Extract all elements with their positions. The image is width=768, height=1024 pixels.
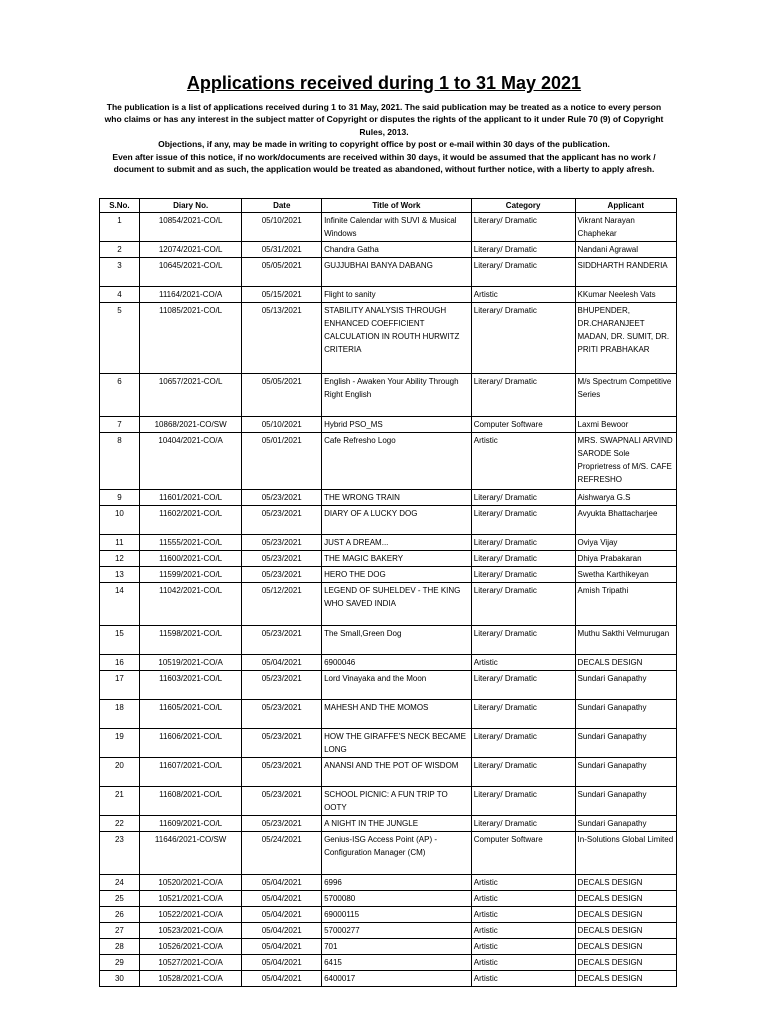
cell-applicant: Dhiya Prabakaran — [575, 551, 676, 567]
cell-sno: 5 — [100, 303, 140, 374]
cell-applicant: Swetha Karthikeyan — [575, 567, 676, 583]
cell-applicant: In-Solutions Global Limited — [575, 832, 676, 875]
cell-applicant: Sundari Ganapathy — [575, 729, 676, 758]
cell-date: 05/23/2021 — [242, 506, 322, 535]
table-row — [100, 832, 677, 875]
cell-applicant: Sundari Ganapathy — [575, 671, 676, 700]
cell-diary-no: 10521/2021-CO/A — [139, 891, 242, 907]
table-row — [100, 816, 677, 832]
cell-applicant: Amish Tripathi — [575, 583, 676, 626]
cell-diary-no: 11608/2021-CO/L — [139, 787, 242, 816]
notice-paragraph-1: The publication is a list of applications received during 1 to 31 May, 2021. The said publication may be treated as a notice to every person who claims or has any interest in the subject matter of Copyright or disputes the rights of the applicant to it under Rule 70 (9) of Copyright Rules, 2013. — [104, 102, 664, 137]
cell-diary-no: 10528/2021-CO/A — [139, 971, 242, 987]
cell-sno: 2 — [100, 242, 140, 258]
cell-diary-no: 11599/2021-CO/L — [139, 567, 242, 583]
cell-title-of-work: A NIGHT IN THE JUNGLE — [322, 816, 472, 832]
cell-applicant: DECALS DESIGN — [575, 891, 676, 907]
cell-category: Literary/ Dramatic — [471, 729, 575, 758]
cell-title-of-work: Lord Vinayaka and the Moon — [322, 671, 472, 700]
cell-date: 05/12/2021 — [242, 583, 322, 626]
cell-sno: 22 — [100, 816, 140, 832]
cell-title-of-work: HOW THE GIRAFFE'S NECK BECAME LONG — [322, 729, 472, 758]
cell-diary-no: 10645/2021-CO/L — [139, 258, 242, 287]
table-row — [100, 303, 677, 374]
cell-sno: 25 — [100, 891, 140, 907]
cell-date: 05/23/2021 — [242, 626, 322, 655]
cell-diary-no: 10523/2021-CO/A — [139, 923, 242, 939]
cell-diary-no: 11606/2021-CO/L — [139, 729, 242, 758]
cell-diary-no: 10527/2021-CO/A — [139, 955, 242, 971]
cell-category: Literary/ Dramatic — [471, 583, 575, 626]
cell-category: Literary/ Dramatic — [471, 816, 575, 832]
cell-category: Artistic — [471, 971, 575, 987]
table-row — [100, 907, 677, 923]
cell-title-of-work: THE MAGIC BAKERY — [322, 551, 472, 567]
cell-diary-no: 10520/2021-CO/A — [139, 875, 242, 891]
cell-sno: 23 — [100, 832, 140, 875]
cell-sno: 8 — [100, 433, 140, 490]
cell-title-of-work: 6415 — [322, 955, 472, 971]
notice-paragraph-3: Even after issue of this notice, if no work/documents are received within 30 days, it would be assumed that the applicant has no work / document to submit and as such, the application would be treated as abandoned, without further notice, with a liberty to apply afresh. — [112, 151, 656, 175]
cell-sno: 21 — [100, 787, 140, 816]
cell-date: 05/23/2021 — [242, 729, 322, 758]
cell-date: 05/23/2021 — [242, 551, 322, 567]
cell-category: Computer Software — [471, 832, 575, 875]
cell-date: 05/04/2021 — [242, 971, 322, 987]
cell-diary-no: 11085/2021-CO/L — [139, 303, 242, 374]
cell-title-of-work: GUJJUBHAI BANYA DABANG — [322, 258, 472, 287]
table-row — [100, 417, 677, 433]
cell-applicant: Oviya Vijay — [575, 535, 676, 551]
cell-category: Artistic — [471, 955, 575, 971]
cell-category: Artistic — [471, 287, 575, 303]
cell-applicant: Sundari Ganapathy — [575, 758, 676, 787]
cell-diary-no: 11601/2021-CO/L — [139, 490, 242, 506]
table-row — [100, 923, 677, 939]
cell-title-of-work: SCHOOL PICNIC: A FUN TRIP TO OOTY — [322, 787, 472, 816]
cell-date: 05/31/2021 — [242, 242, 322, 258]
cell-diary-no: 11605/2021-CO/L — [139, 700, 242, 729]
cell-applicant: DECALS DESIGN — [575, 655, 676, 671]
table-row — [100, 551, 677, 567]
cell-title-of-work: Chandra Gatha — [322, 242, 472, 258]
cell-date: 05/13/2021 — [242, 303, 322, 374]
cell-date: 05/01/2021 — [242, 433, 322, 490]
cell-category: Artistic — [471, 433, 575, 490]
cell-category: Literary/ Dramatic — [471, 213, 575, 242]
header-diary-no: Diary No. — [139, 199, 242, 213]
cell-diary-no: 10854/2021-CO/L — [139, 213, 242, 242]
cell-title-of-work: Flight to sanity — [322, 287, 472, 303]
table-row — [100, 213, 677, 242]
cell-diary-no: 10868/2021-CO/SW — [139, 417, 242, 433]
cell-category: Literary/ Dramatic — [471, 700, 575, 729]
cell-sno: 4 — [100, 287, 140, 303]
page-title: Applications received during 1 to 31 May 2021 — [186, 73, 582, 93]
table-row — [100, 787, 677, 816]
header-title-of-work: Title of Work — [322, 199, 472, 213]
cell-applicant: Laxmi Bewoor — [575, 417, 676, 433]
cell-sno: 13 — [100, 567, 140, 583]
cell-applicant: BHUPENDER, DR.CHARANJEET MADAN, DR. SUMIT, DR. PRITI PRABHAKAR — [575, 303, 676, 374]
cell-date: 05/23/2021 — [242, 490, 322, 506]
cell-title-of-work: 5700080 — [322, 891, 472, 907]
cell-diary-no: 11607/2021-CO/L — [139, 758, 242, 787]
cell-title-of-work: 69000115 — [322, 907, 472, 923]
table-row — [100, 258, 677, 287]
cell-title-of-work: 57000277 — [322, 923, 472, 939]
cell-sno: 27 — [100, 923, 140, 939]
cell-applicant: Vikrant Narayan Chaphekar — [575, 213, 676, 242]
cell-category: Literary/ Dramatic — [471, 303, 575, 374]
cell-title-of-work: JUST A DREAM... — [322, 535, 472, 551]
cell-date: 05/10/2021 — [242, 213, 322, 242]
cell-category: Literary/ Dramatic — [471, 506, 575, 535]
cell-category: Artistic — [471, 907, 575, 923]
header-category: Category — [471, 199, 575, 213]
cell-diary-no: 11164/2021-CO/A — [139, 287, 242, 303]
cell-title-of-work: 701 — [322, 939, 472, 955]
cell-diary-no: 11555/2021-CO/L — [139, 535, 242, 551]
cell-category: Artistic — [471, 655, 575, 671]
cell-date: 05/04/2021 — [242, 655, 322, 671]
table-row — [100, 655, 677, 671]
cell-diary-no: 11600/2021-CO/L — [139, 551, 242, 567]
cell-date: 05/23/2021 — [242, 758, 322, 787]
cell-sno: 26 — [100, 907, 140, 923]
cell-category: Artistic — [471, 923, 575, 939]
cell-category: Literary/ Dramatic — [471, 242, 575, 258]
cell-title-of-work: HERO THE DOG — [322, 567, 472, 583]
cell-sno: 11 — [100, 535, 140, 551]
cell-sno: 12 — [100, 551, 140, 567]
cell-category: Computer Software — [471, 417, 575, 433]
cell-sno: 14 — [100, 583, 140, 626]
cell-date: 05/23/2021 — [242, 671, 322, 700]
cell-sno: 24 — [100, 875, 140, 891]
table-row — [100, 891, 677, 907]
cell-diary-no: 11603/2021-CO/L — [139, 671, 242, 700]
cell-title-of-work: 6400017 — [322, 971, 472, 987]
cell-date: 05/10/2021 — [242, 417, 322, 433]
cell-title-of-work: LEGEND OF SUHELDEV - THE KING WHO SAVED INDIA — [322, 583, 472, 626]
cell-applicant: MRS. SWAPNALI ARVIND SARODE Sole Proprietress of M/S. CAFE REFRESHO — [575, 433, 676, 490]
cell-diary-no: 12074/2021-CO/L — [139, 242, 242, 258]
publication-notice — [100, 101, 668, 175]
cell-diary-no: 11646/2021-CO/SW — [139, 832, 242, 875]
table-row — [100, 506, 677, 535]
cell-date: 05/04/2021 — [242, 939, 322, 955]
cell-applicant: DECALS DESIGN — [575, 907, 676, 923]
cell-sno: 9 — [100, 490, 140, 506]
cell-applicant: SIDDHARTH RANDERIA — [575, 258, 676, 287]
cell-category: Artistic — [471, 891, 575, 907]
cell-title-of-work: English - Awaken Your Ability Through Right English — [322, 374, 472, 417]
table-body — [100, 213, 677, 987]
cell-sno: 6 — [100, 374, 140, 417]
cell-applicant: Sundari Ganapathy — [575, 700, 676, 729]
cell-applicant: Sundari Ganapathy — [575, 787, 676, 816]
table-row — [100, 490, 677, 506]
cell-diary-no: 11609/2021-CO/L — [139, 816, 242, 832]
cell-applicant: DECALS DESIGN — [575, 971, 676, 987]
cell-date: 05/04/2021 — [242, 955, 322, 971]
cell-date: 05/23/2021 — [242, 787, 322, 816]
cell-title-of-work: THE WRONG TRAIN — [322, 490, 472, 506]
table-header-row — [100, 199, 677, 213]
cell-title-of-work: ANANSI AND THE POT OF WISDOM — [322, 758, 472, 787]
cell-applicant: Nandani Agrawal — [575, 242, 676, 258]
table-row — [100, 374, 677, 417]
cell-date: 05/05/2021 — [242, 374, 322, 417]
cell-diary-no: 11042/2021-CO/L — [139, 583, 242, 626]
cell-category: Literary/ Dramatic — [471, 758, 575, 787]
cell-sno: 29 — [100, 955, 140, 971]
cell-category: Literary/ Dramatic — [471, 258, 575, 287]
table-row — [100, 567, 677, 583]
cell-title-of-work: 6996 — [322, 875, 472, 891]
cell-title-of-work: 6900046 — [322, 655, 472, 671]
cell-category: Literary/ Dramatic — [471, 374, 575, 417]
cell-diary-no: 11598/2021-CO/L — [139, 626, 242, 655]
cell-sno: 16 — [100, 655, 140, 671]
cell-date: 05/23/2021 — [242, 567, 322, 583]
cell-date: 05/05/2021 — [242, 258, 322, 287]
cell-title-of-work: Genius-ISG Access Point (AP) - Configuration Manager (CM) — [322, 832, 472, 875]
cell-sno: 15 — [100, 626, 140, 655]
cell-sno: 17 — [100, 671, 140, 700]
cell-diary-no: 10657/2021-CO/L — [139, 374, 242, 417]
cell-title-of-work: DIARY OF A LUCKY DOG — [322, 506, 472, 535]
cell-category: Literary/ Dramatic — [471, 787, 575, 816]
cell-applicant: DECALS DESIGN — [575, 939, 676, 955]
cell-category: Literary/ Dramatic — [471, 551, 575, 567]
cell-title-of-work: Hybrid PSO_MS — [322, 417, 472, 433]
cell-applicant: Aishwarya G.S — [575, 490, 676, 506]
cell-applicant: Muthu Sakthi Velmurugan — [575, 626, 676, 655]
cell-category: Literary/ Dramatic — [471, 535, 575, 551]
cell-category: Literary/ Dramatic — [471, 567, 575, 583]
cell-diary-no: 10526/2021-CO/A — [139, 939, 242, 955]
header-sno: S.No. — [100, 199, 140, 213]
cell-diary-no: 10522/2021-CO/A — [139, 907, 242, 923]
cell-date: 05/04/2021 — [242, 923, 322, 939]
cell-title-of-work: Infinite Calendar with SUVI & Musical Windows — [322, 213, 472, 242]
table-row — [100, 729, 677, 758]
table-row — [100, 700, 677, 729]
table-row — [100, 287, 677, 303]
cell-sno: 30 — [100, 971, 140, 987]
cell-category: Artistic — [471, 875, 575, 891]
notice-paragraph-2: Objections, if any, may be made in writing to copyright office by post or e-mail within 30 days of the publication. — [158, 139, 610, 150]
cell-applicant: Sundari Ganapathy — [575, 816, 676, 832]
table-row — [100, 955, 677, 971]
cell-category: Artistic — [471, 939, 575, 955]
cell-applicant: DECALS DESIGN — [575, 875, 676, 891]
cell-date: 05/23/2021 — [242, 535, 322, 551]
cell-applicant: Avyukta Bhattacharjee — [575, 506, 676, 535]
cell-diary-no: 10404/2021-CO/A — [139, 433, 242, 490]
cell-date: 05/15/2021 — [242, 287, 322, 303]
cell-sno: 20 — [100, 758, 140, 787]
table-row — [100, 535, 677, 551]
cell-sno: 10 — [100, 506, 140, 535]
table-row — [100, 583, 677, 626]
table-row — [100, 875, 677, 891]
cell-sno: 7 — [100, 417, 140, 433]
cell-title-of-work: The Small,Green Dog — [322, 626, 472, 655]
cell-title-of-work: Cafe Refresho Logo — [322, 433, 472, 490]
table-row — [100, 242, 677, 258]
table-row — [100, 671, 677, 700]
cell-diary-no: 10519/2021-CO/A — [139, 655, 242, 671]
table-row — [100, 626, 677, 655]
cell-sno: 28 — [100, 939, 140, 955]
cell-sno: 1 — [100, 213, 140, 242]
cell-sno: 18 — [100, 700, 140, 729]
cell-category: Literary/ Dramatic — [471, 671, 575, 700]
cell-date: 05/23/2021 — [242, 816, 322, 832]
cell-category: Literary/ Dramatic — [471, 626, 575, 655]
cell-applicant: M/s Spectrum Competitive Series — [575, 374, 676, 417]
cell-sno: 3 — [100, 258, 140, 287]
table-row — [100, 433, 677, 490]
cell-sno: 19 — [100, 729, 140, 758]
cell-date: 05/04/2021 — [242, 891, 322, 907]
cell-category: Literary/ Dramatic — [471, 490, 575, 506]
table-row — [100, 758, 677, 787]
cell-applicant: KKumar Neelesh Vats — [575, 287, 676, 303]
cell-date: 05/04/2021 — [242, 875, 322, 891]
applications-table — [99, 198, 677, 987]
table-row — [100, 971, 677, 987]
cell-applicant: DECALS DESIGN — [575, 923, 676, 939]
cell-title-of-work: STABILITY ANALYSIS THROUGH ENHANCED COEFFICIENT CALCULATION IN ROUTH HURWITZ CRITERIA — [322, 303, 472, 374]
header-date: Date — [242, 199, 322, 213]
header-applicant: Applicant — [575, 199, 676, 213]
cell-applicant: DECALS DESIGN — [575, 955, 676, 971]
cell-date: 05/04/2021 — [242, 907, 322, 923]
table-row — [100, 939, 677, 955]
cell-date: 05/24/2021 — [242, 832, 322, 875]
cell-title-of-work: MAHESH AND THE MOMOS — [322, 700, 472, 729]
cell-date: 05/23/2021 — [242, 700, 322, 729]
cell-diary-no: 11602/2021-CO/L — [139, 506, 242, 535]
